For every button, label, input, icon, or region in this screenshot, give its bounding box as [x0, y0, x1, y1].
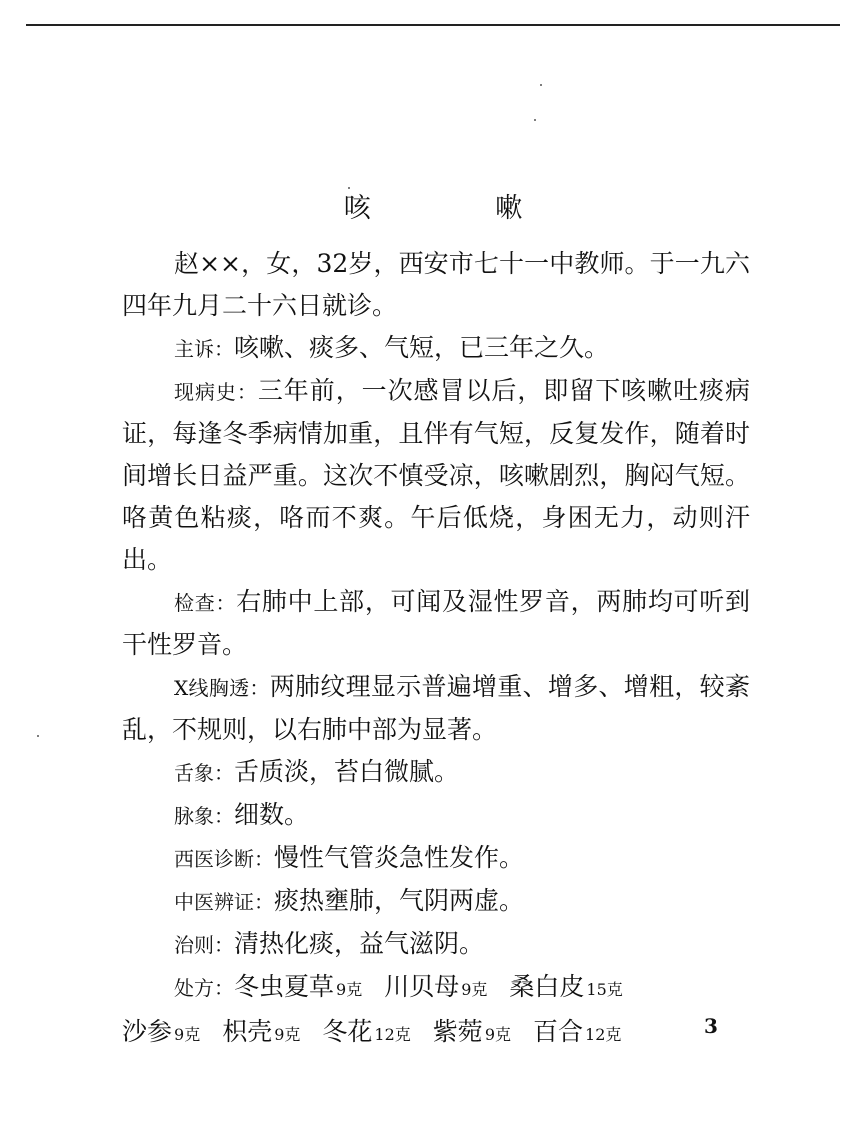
- herb-dose: 12克: [585, 1025, 622, 1044]
- herb-item: [384, 966, 487, 1011]
- section-text: 清热化痰，益气滋阴。: [234, 929, 485, 958]
- herb-name: 枳壳: [222, 1017, 273, 1046]
- section-text: 细数。: [234, 800, 310, 829]
- section-western-diagnosis: [122, 837, 750, 880]
- section-chief-complaint: [122, 327, 750, 370]
- section-text: 痰热壅肺，气阴两虚。: [274, 886, 525, 915]
- section-pulse: [122, 794, 750, 837]
- print-speck: [534, 119, 536, 121]
- section-xray: [122, 666, 750, 751]
- case-record: [122, 243, 750, 1056]
- prescription-label: 处方：: [174, 976, 234, 1000]
- section-text: 舌质淡，苔白微腻。: [234, 757, 460, 786]
- herb-name: 川贝母: [384, 972, 460, 1001]
- herb-item: [433, 1011, 511, 1056]
- page-title: 咳 嗽: [343, 193, 581, 224]
- herb-dose: 12克: [374, 1025, 411, 1044]
- herb-dose: 9克: [336, 980, 363, 999]
- section-text: 三年前，一次感冒以后，即留下咳嗽吐痰病证，每逢冬季病情加重，且伴有气短，反复发作，随着时间增长日益严重。这次不慎受凉，咳嗽剧烈，胸闷气短。咯黄色粘痰，咯而不爽。午后低烧，身困无力，动则汗出。: [122, 376, 750, 574]
- print-speck: [540, 84, 542, 86]
- section-text: 咳嗽、痰多、气短，已三年之久。: [234, 333, 610, 362]
- herb-dose: 9克: [274, 1025, 301, 1044]
- herb-item: [533, 1011, 621, 1056]
- section-label: 治则：: [174, 933, 234, 957]
- section-label: 西医诊断：: [174, 847, 274, 871]
- herb-name: 百合: [533, 1017, 584, 1046]
- section-tcm-differentiation: [122, 880, 750, 923]
- section-examination: [122, 581, 750, 666]
- section-text: 两肺纹理显示普遍增重、增多、增粗，较紊乱，不规则，以右肺中部为显著。: [122, 672, 750, 744]
- section-label: 中医辨证：: [174, 890, 274, 914]
- section-label: X线胸透：: [174, 676, 270, 700]
- herb-item: [222, 1011, 300, 1056]
- herb-dose: 9克: [461, 980, 488, 999]
- section-label: 舌象：: [174, 761, 234, 785]
- herb-item: [509, 966, 622, 1011]
- section-treatment-principle: [122, 923, 750, 966]
- prescription-line-2: [122, 1011, 750, 1056]
- section-label: 脉象：: [174, 804, 234, 828]
- section-text: 慢性气管炎急性发作。: [274, 843, 525, 872]
- herb-name: 冬虫夏草: [234, 972, 335, 1001]
- print-speck: [37, 735, 39, 737]
- herb-dose: 15克: [586, 980, 623, 999]
- herb-name: 冬花: [322, 1017, 373, 1046]
- herb-name: 沙参: [122, 1017, 173, 1046]
- herb-item: [122, 1011, 200, 1056]
- section-label: 现病史：: [174, 380, 258, 404]
- section-label: 检查：: [174, 591, 237, 615]
- section-label: 主诉：: [174, 337, 234, 361]
- herb-name: 桑白皮: [509, 972, 585, 1001]
- herb-dose: 9克: [484, 1025, 511, 1044]
- page-number: 3: [704, 1014, 718, 1038]
- herb-dose: 9克: [174, 1025, 201, 1044]
- herb-item: [322, 1011, 410, 1056]
- herb-name: 紫菀: [432, 1017, 483, 1046]
- prescription-line-1: [122, 966, 750, 1011]
- section-present-history: [122, 370, 750, 581]
- intro-paragraph: 赵××，女，32岁，西安市七十一中教师。于一九六四年九月二十六日就诊。: [122, 249, 750, 320]
- header-rule: [26, 24, 840, 26]
- herb-item: [234, 966, 362, 1011]
- section-tongue: [122, 751, 750, 794]
- section-text: 右肺中上部，可闻及湿性罗音，两肺均可听到干性罗音。: [122, 587, 750, 659]
